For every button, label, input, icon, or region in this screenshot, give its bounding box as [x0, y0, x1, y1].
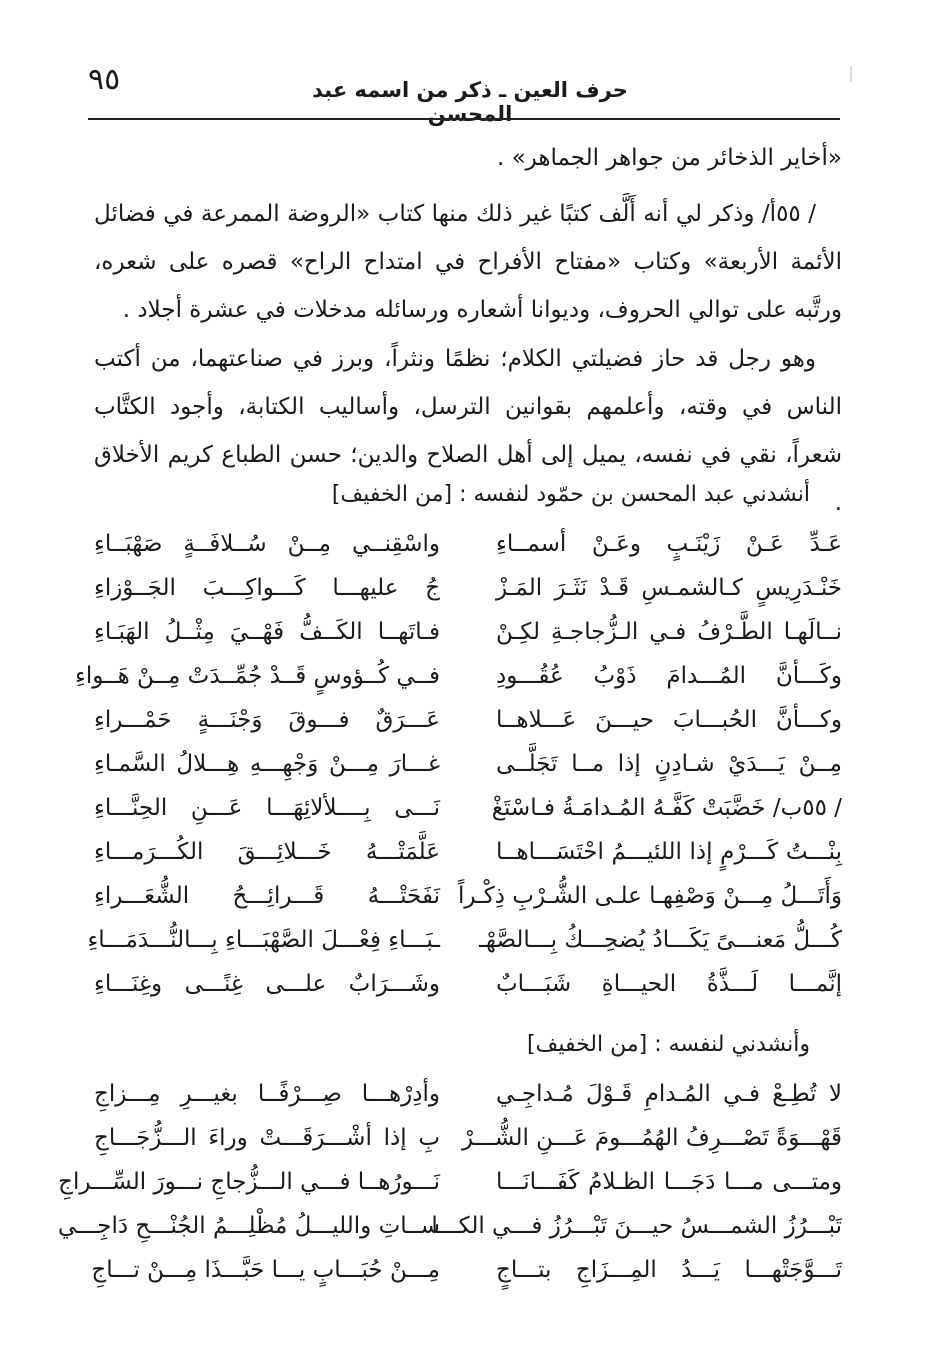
page-number: ٩٥	[88, 62, 121, 97]
verse	[58, 1160, 842, 1204]
verse	[94, 566, 842, 610]
second-hemistich: بِ إذا أشْـــرَقَـــتْ وراءَ الـــزُّجَـــاجِ	[94, 1125, 440, 1151]
header-rule	[88, 118, 840, 120]
running-head: حرف العين ـ ذكر من اسمه عبد المحسن	[312, 78, 628, 126]
first-hemistich: / ٥٥ب/ خَضَّبَتْ كَفَّـهُ المُـدامَـةُ فـاسْتَغْ	[491, 795, 842, 821]
first-hemistich: وكَـــأنَّ المُـــدامَ ذَوْبُ عُقُـــودِ	[496, 663, 842, 689]
second-hemistich: فــي كُــؤوسٍ قَــدْ جُمِّــدَتْ مِــنْ هَــواءِ	[75, 663, 440, 689]
first-hemistich: ومتـــى مـــا دَجَـــا الظـلامُ كَفَـــانَـــا	[496, 1169, 842, 1195]
verse	[94, 874, 842, 918]
second-hemistich: عَـــرَقٌ فـــوقَ وَجْنَـــةٍ حَمْـــراءِ	[94, 707, 440, 733]
paragraph-3: وهو رجل قد حاز فضيلتي الكلام؛ نظمًا ونثراً، وبرز في صناعتهما، من أكتب الناس في وقته، وأعلمهم بقوانين الترسل، وأساليب الكتابة، وأجود الكتَّاب شعراً، نقي في نفسه، يميل إلى أهل الصلاح والدين؛ حسن الطباع كريم الأخلاق .	[94, 346, 842, 516]
first-hemistich: تَـــوَّجَتْهـــا يَـــدُ المِـــزَاجِ بتـــاجٍ	[496, 1257, 842, 1283]
first-hemistich: كُـــلُّ مَعنـــىً يَكَـــادُ يُضحِـــكُ بِـــالصَّهْـ	[479, 927, 842, 953]
first-hemistich: نــالَهـا الطَّـرْفُ فـي الـزُّجاجـةِ لكِـنْ	[496, 619, 842, 645]
second-hemistich: واسْقِنــي مِــنْ سُــلافَــةٍ صَهْبَــاءِ	[94, 531, 440, 557]
verse	[94, 1116, 842, 1160]
verse	[87, 918, 842, 962]
first-hemistich: مِــنْ يَـــدَيْ شـادِنٍ إذا مــا تَجَلَّــى	[496, 751, 842, 777]
second-hemistich: جُ عليهـــا كَـــواكِـــبَ الجَــوْزاءِ	[94, 575, 440, 601]
second-hemistich: نَـــورُهــا فـــي الـــزُّجاجِ نـــورَ السِّـــراجِ	[58, 1169, 440, 1195]
verse	[94, 786, 842, 830]
first-hemistich: وكـــأنَّ الحُبـــابَ حيـــنَ عَـــلاهــا	[496, 707, 842, 733]
second-hemistich: نَفَحَتْـــهُ قَـــرائِـــحُ الشُّعَـــراءِ	[94, 883, 440, 909]
first-hemistich: عَـدِّ عَـنْ زَيْنَـبٍ وعَـنْ أسمــاءِ	[496, 531, 842, 557]
verse	[94, 522, 842, 566]
first-hemistich: إنَّمـــا لَـــذَّةُ الحيـــاةِ شَبَـــابٌ	[496, 971, 842, 997]
poem-1	[75, 522, 842, 1006]
verse	[91, 1248, 842, 1292]
second-hemistich: نَـــى بِــــلألائِهَـــا عَـــنِ الحِنَّـــاءِ	[94, 795, 440, 821]
poem-1-intro: أنشدني عبد المحسن بن حمّود لنفسه : [من الخفيف]	[331, 482, 810, 507]
second-hemistich: عَلَّمَتْـــهُ خَـــلائِـــقَ الكُـــرَمـــاءِ	[94, 839, 440, 865]
poem-2-intro: وأنشدني لنفسه : [من الخفيف]	[526, 1032, 810, 1057]
verse	[94, 830, 842, 874]
verse	[94, 742, 842, 786]
verse	[94, 962, 842, 1006]
verse	[94, 610, 842, 654]
second-hemistich: مِـــنْ حُبَـــابٍ يـــا حَبَّـــذَا مِـــنْ تـــاجِ	[91, 1257, 440, 1283]
poem-2	[57, 1072, 842, 1292]
second-hemistich: غـــارَ مِـــنْ وَجْهِـــهِ هِـــلالُ السَّمـاءِ	[94, 751, 440, 777]
second-hemistich: ســاتِ والليـــلُ مُظْلِـــمُ الجُنْـــحِ دَاجِـــي	[57, 1213, 440, 1239]
second-hemistich: وشَـــرَابٌ علـــى غِنًـــى وغِنَـــاءِ	[94, 971, 440, 997]
first-hemistich: قَهْـــوَةً تَصْـــرِفُ الهُمُـــومَ عَـــنِ الشُّـــرْ	[462, 1125, 842, 1151]
paragraph-2: / ٥٥أ/ وذكر لي أنه أَلَّف كتبًا غير ذلك منها كتاب «الروضة الممرعة في فضائل الأئمة الأربعة» وكتاب «مفتاح الأفراح في امتداح الراح» قصره على شعره، ورتَّبه على توالي الحروف، وديوانا أشعاره ورسائله مدخلات في عشرة أجلاد .	[94, 201, 842, 323]
second-hemistich: وأدِرْهـــا صِـــرْفًــا بغيـــرِ مِـــزاجِ	[94, 1081, 440, 1107]
second-hemistich: فـاتَهــا الكَــفُّ فَهْــيَ مِثْــلُ الهَبَـاءِ	[94, 619, 440, 645]
first-hemistich: وَأَتَـــلُ مِـــنْ وَصْفِهـا علـى الشُّـرْبِ ذِكْـراً	[457, 883, 842, 909]
verse	[94, 698, 842, 742]
first-hemistich: بِنْـــتُ كَـــرْمٍ إذا اللئيـــمُ احْتَسَـــاهــا	[496, 839, 842, 865]
verse	[75, 654, 842, 698]
verse	[57, 1204, 842, 1248]
first-hemistich: خَنْـدَرِيسٍ كـالشمـسِ قَـدْ نَثَـرَ المَـزْ	[496, 575, 842, 601]
first-hemistich: لا تُطِـعْ فـي المُـدامِ قَـوْلَ مُـداجِـي	[496, 1081, 842, 1107]
scan-mark	[850, 66, 852, 82]
verse	[94, 1072, 842, 1116]
first-hemistich: تَبْـــرُزُ الشمـــسُ حيـــنَ تَبْـــرُزُ فـــي الكـــا	[431, 1213, 842, 1239]
paragraph-1: «أخاير الذخائر من جواهر الجماهر» .	[496, 145, 842, 171]
second-hemistich: ـبَـــاءِ فِعْـــلَ الصَّهْبَـــاءِ بِـــالنُّـــدَمَـــاءِ	[87, 927, 440, 953]
